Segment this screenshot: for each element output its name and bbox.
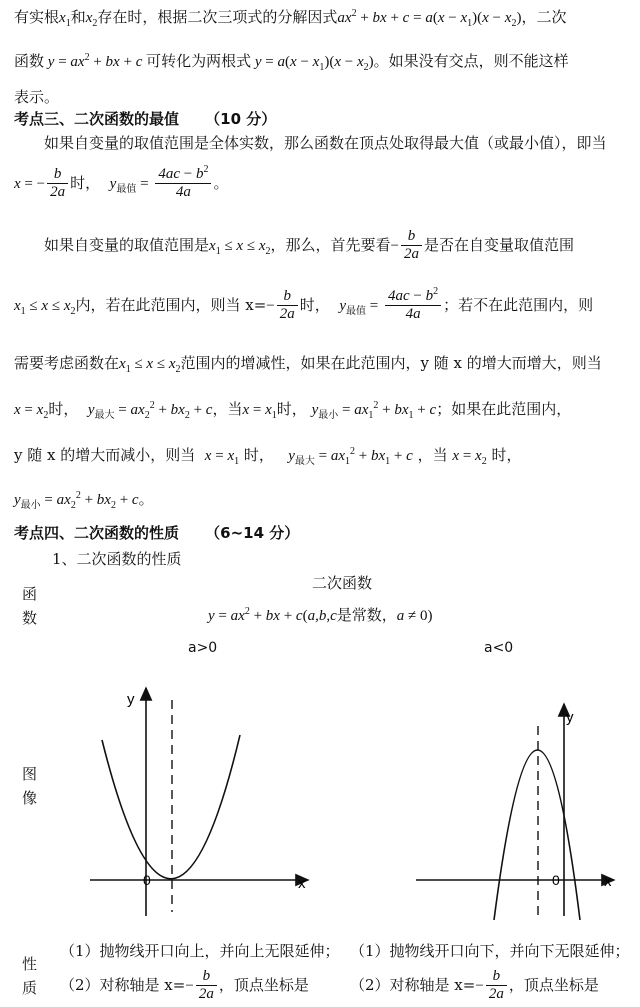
- para1-line3: 表示。: [14, 88, 60, 106]
- sec3-p2-line5: y 随 x 的增大而减小，则当 $x = x_1$ 时， $y_{最大} = ax_1^2 + bx_1 + c$ ，当 $x = x_2$ 时，: [14, 446, 522, 467]
- function-formula: $y = ax^2$ + bx + c(a,b,c是常数，a ≠ 0): [208, 606, 433, 624]
- right-property-1: （1）抛物线开口向下，并向下无限延伸；: [350, 942, 630, 960]
- col-label-a-negative: a<0: [484, 640, 514, 656]
- math-quadratic: $y = ax^2$ + bx + c: [44, 52, 147, 70]
- left-property-2: （2）对称轴是 x=− $\frac{b}{2a}$ ，顶点坐标是: [60, 968, 309, 1003]
- math-x1: $x_1$: [59, 10, 71, 29]
- graph-upward-parabola: [80, 680, 320, 920]
- row-label-graph: 图 像: [22, 765, 38, 807]
- sec4-subtitle: 1、二次函数的性质: [52, 550, 182, 568]
- math-x2: $x_2$: [85, 10, 98, 29]
- sec3-title: 考点三、二次函数的最值 （10 分）: [14, 110, 277, 128]
- sec3-p1-line2: x = − $\frac{b}{2a}$ 时， $y_{最值}$ = $\frac{4ac - b^2}{4a}$ 。: [14, 164, 229, 201]
- row-label-properties: 性 质: [22, 955, 38, 997]
- graph-downward-parabola: [408, 696, 628, 920]
- math-two-roots: $y = a(x - x_1)(x - x_2)$: [251, 54, 374, 73]
- parabola-curve: [102, 735, 240, 879]
- origin-label: 0: [552, 872, 560, 888]
- para1-line1: 有实根$x_1$和$x_2$存在时，根据二次三项式的分解因式$ax^2$ + bx + $c = a(x - x_1)(x - x_2)$，二次: [14, 8, 567, 29]
- math-factor: $ax^2$ + bx + $c = a(x - x_1)(x - x_2)$: [337, 8, 522, 29]
- left-property-1: （1）抛物线开口向上，并向上无限延伸；: [60, 942, 340, 960]
- sec3-p2-line3: 需要考虑函数在$x_1 \le x \le x_2$范围内的增减性，如果在此范围内，y 随 x 的增大而增大，则当: [14, 354, 602, 375]
- right-property-2: （2）对称轴是 x=− $\frac{b}{2a}$ ，顶点坐标是: [350, 968, 599, 1003]
- row-label-function: 函 数: [22, 585, 38, 627]
- sec3-p1-line1: 如果自变量的取值范围是全体实数，那么函数在顶点处取得最大值（或最小值），即当: [44, 134, 607, 152]
- y-axis-label: y: [127, 691, 135, 708]
- col-label-a-positive: a>0: [188, 640, 218, 656]
- sec3-p2-line6: $y_{最小} = ax_2^2 + bx_2 + c$。: [14, 490, 154, 511]
- y-axis-label: y: [566, 709, 574, 726]
- x-axis-label: x: [298, 875, 306, 892]
- sec3-p2-line1: 如果自变量的取值范围是$x_1 \le x \le x_2$，那么，首先要看− $\frac{b}{2a}$ 是否在自变量取值范围: [44, 228, 574, 263]
- sec3-p2-line4: $x = x_2$时， $y_{最大} = ax_2^2 + bx_2 + c$，当$x = x_1$时， $y_{最小} = ax_1^2 + bx_1 + c$；如果在此范围内，: [14, 400, 572, 421]
- sec4-title: 考点四、二次函数的性质 （6~14 分）: [14, 524, 300, 542]
- x-axis-label: x: [604, 873, 612, 890]
- parabola-curve: [494, 750, 580, 920]
- table-header: 二次函数: [312, 574, 373, 592]
- sec3-p2-line2: $x_1 \le x \le x_2$内，若在此范围内，则当 x=− $\frac{b}{2a}$ 时， $y_{最值}$ = $\frac{4ac - b^2}{4a}$ ；若不在此范围内，则: [14, 286, 594, 323]
- para1-line2: 函数 $y = ax^2$ + bx + c 可转化为两根式 $y = a(x - x_1)(x - x_2)$。如果没有交点，则不能这样: [14, 52, 569, 73]
- origin-label: 0: [143, 872, 151, 888]
